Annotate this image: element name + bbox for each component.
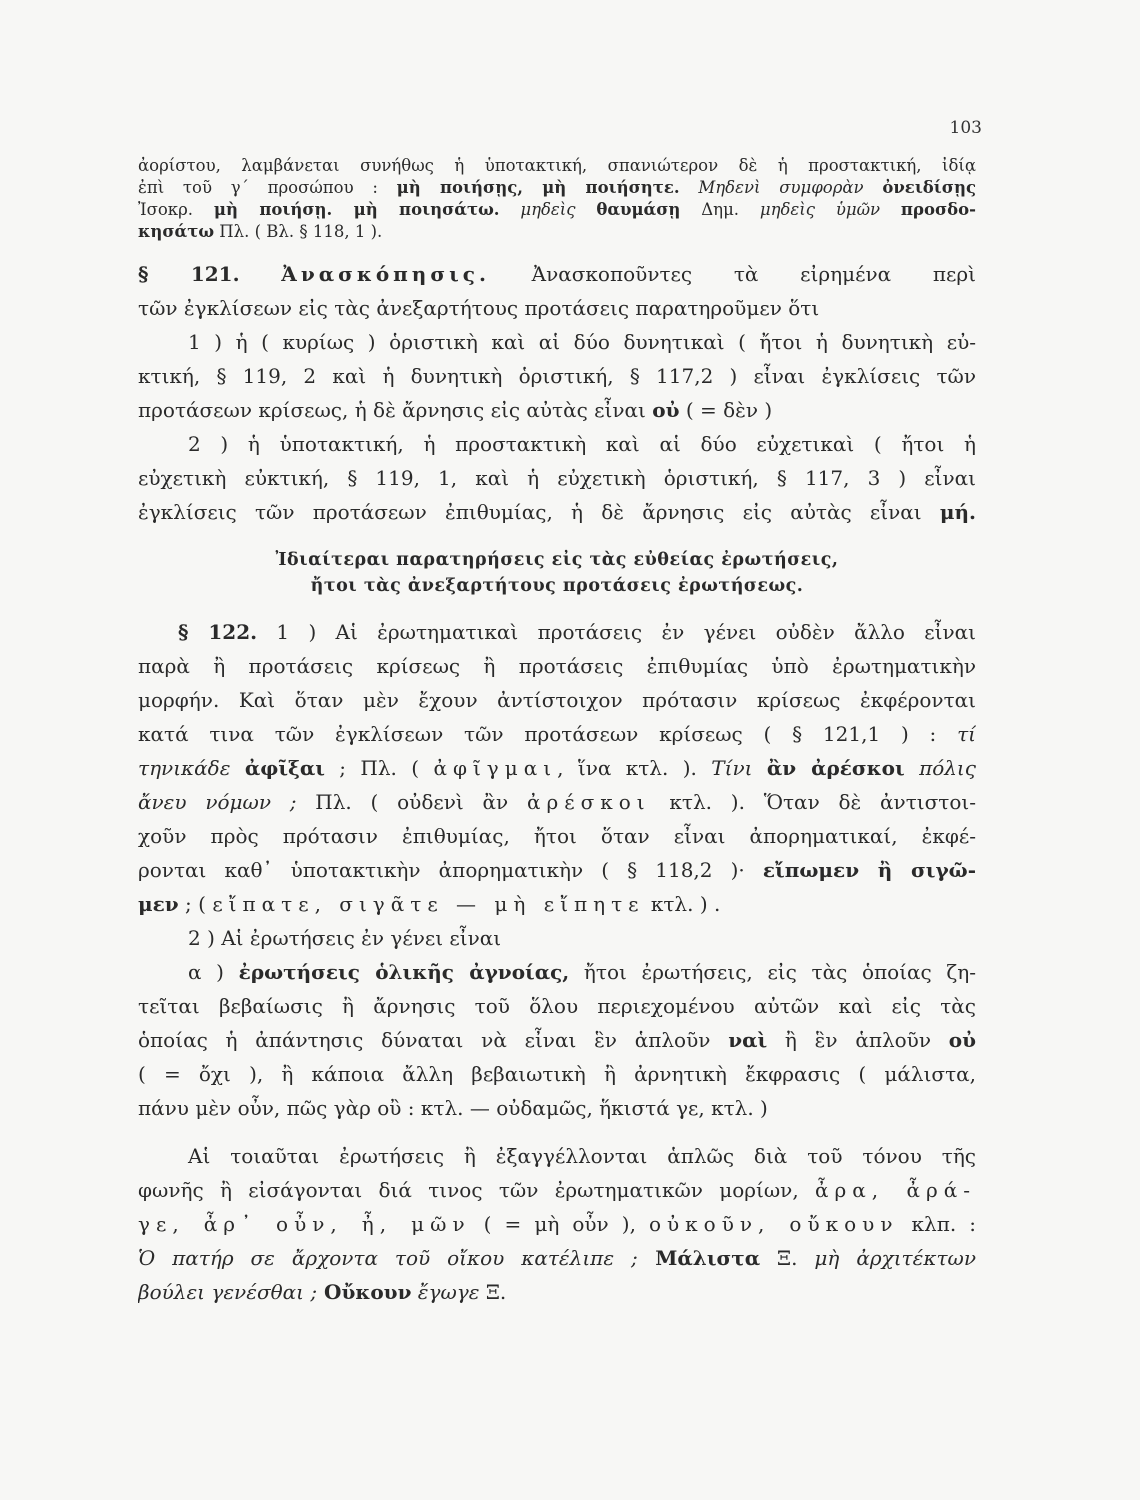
text-line: τεῖται βεβαίωσις ἢ ἄρνησις τοῦ ὅλου περιεχομένου αὐτῶν καὶ εἰς τὰς <box>138 994 976 1018</box>
text-line: τῶν ἐγκλίσεων εἰς τὰς ἀνεξαρτήτους προτάσεις παρατηροῦμεν ὅτι <box>138 296 820 320</box>
text-line: κατά τινα τῶν ἐγκλίσεων τῶν προτάσεων κρίσεως ( § 121,1 ) : τί <box>138 722 976 746</box>
text-line: 1 ) ἡ ( κυρίως ) ὁριστικὴ καὶ αἱ δύο δυνητικαὶ ( ἤτοι ἡ δυνητικὴ εὐ- <box>188 330 976 354</box>
text-line: κησάτω Πλ. ( Βλ. § 118, 1 ). <box>138 222 383 241</box>
section-number: § 121. <box>138 262 240 286</box>
text-line: 2 ) ἡ ὑποτακτική, ἡ προστακτικὴ καὶ αἱ δύο εὐχετικαὶ ( ἤτοι ἡ <box>188 432 976 456</box>
subheading-line: Ἰδιαίτεραι παρατηρήσεις εἰς τὰς εὐθείας ἐρωτήσεις, <box>275 550 839 570</box>
text-line: φωνῆς ἢ εἰσάγονται διά τινος τῶν ἐρωτηματικῶν μορίων, ἆρα, ἆρά- <box>138 1178 976 1202</box>
text-line: τηνικάδε ἀφῖξαι ; Πλ. ( ἀφῖγμαι, ἵνα κτλ. ). Τίνι ἂν ἀρέσκοι πόλις <box>138 756 976 780</box>
text-line: § 122. 1 ) Αἱ ἐρωτηματικαὶ προτάσεις ἐν γένει οὐδὲν ἄλλο εἶναι <box>138 615 976 649</box>
text-line: προτάσεων κρίσεως, ἡ δὲ ἄρνησις εἰς αὐτὰς εἶναι οὐ ( = δὲν ) <box>138 398 773 422</box>
text-line: ἄνευ νόμων ; Πλ. ( οὐδενὶ ἂν ἀρέσκοι κτλ. ). Ὅταν δὲ ἀντιστοι- <box>138 790 976 814</box>
text-line: α ) ἐρωτήσεις ὁλικῆς ἀγνοίας, ἤτοι ἐρωτήσεις, εἰς τὰς ὁποίας ζη- <box>188 960 976 984</box>
subheading-line: ἤτοι τὰς ἀνεξαρτήτους προτάσεις ἐρωτήσεως. <box>310 576 804 596</box>
page-body <box>138 155 976 1309</box>
text-line: Ἰσοκρ. μὴ ποιήσῃ. μὴ ποιησάτω. μηδεὶς θαυμάσῃ Δημ. μηδεὶς ὑμῶν προσδο- <box>138 200 976 219</box>
section-title: Ἀνασκόπησις. <box>281 262 490 286</box>
page-number: 103 <box>949 118 982 138</box>
text-line: ( = ὄχι ), ἢ κάποια ἄλλη βεβαιωτικὴ ἢ ἀρνητικὴ ἔκφρασις ( μάλιστα, <box>138 1062 976 1086</box>
text-line: ἀορίστου, λαμβάνεται συνήθως ἡ ὑποτακτική, σπανιώτερον δὲ ἡ προστακτική, ἰδίᾳ <box>138 156 976 175</box>
text-line: ρονται καθ᾽ ὑποτακτικὴν ἀπορηματικὴν ( § 118,2 )· εἴπωμεν ἢ σιγῶ- <box>138 858 976 882</box>
text-line: παρὰ ἢ προτάσεις κρίσεως ἢ προτάσεις ἐπιθυμίας ὑπὸ ἐρωτηματικὴν <box>138 654 976 678</box>
text-line: γε, ἆρ᾽ οὖν, ἦ, μῶν ( = μὴ οὖν ), οὐκοῦν, οὔκουν κλπ. : <box>138 1212 976 1236</box>
text-line: εὐχετικὴ εὐκτική, § 119, 1, καὶ ἡ εὐχετικὴ ὁριστική, § 117, 3 ) εἶναι <box>138 466 976 490</box>
text-line: μορφήν. Καὶ ὅταν μὲν ἔχουν ἀντίστοιχον πρότασιν κρίσεως ἐκφέρονται <box>138 688 976 712</box>
text-line: ἐπὶ τοῦ γ΄ προσώπου : μὴ ποιήσῃς, μὴ ποιήσητε. Μηδενὶ συμφορὰν ὀνειδίσῃς <box>138 178 976 197</box>
text-line: Ὁ πατήρ σε ἄρχοντα τοῦ οἴκου κατέλιπε ; Μάλιστα Ξ. μὴ ἀρχιτέκτων <box>138 1246 976 1270</box>
section-122 <box>138 615 976 1309</box>
subheading <box>138 547 976 599</box>
section-number: § 122. <box>178 620 258 644</box>
text-line: βούλει γενέσθαι ; Οὔκουν ἔγωγε Ξ. <box>138 1280 507 1304</box>
text-line: ὁποίας ἡ ἀπάντησις δύναται νὰ εἶναι ἓν ἁπλοῦν ναὶ ἢ ἓν ἁπλοῦν οὐ <box>138 1028 976 1052</box>
text-line: χοῦν πρὸς πρότασιν ἐπιθυμίας, ἤτοι ὅταν εἶναι ἀπορηματικαί, ἐκφέ- <box>138 824 976 848</box>
text-line: μεν ; ( εἴπατε, σιγᾶτε — μὴ εἴπητε κτλ. ) . <box>138 892 721 916</box>
text-line: πάνυ μὲν οὖν, πῶς γὰρ οὒ : κτλ. — οὐδαμῶς, ἥκιστά γε, κτλ. ) <box>138 1096 768 1120</box>
paragraph-continuation <box>138 155 976 243</box>
text-line: § 121. Ἀνασκόπησις. Ἀνασκοποῦντες τὰ εἰρημένα περὶ <box>138 262 976 286</box>
section-121 <box>138 257 976 529</box>
text-line: Αἱ τοιαῦται ἐρωτήσεις ἢ ἐξαγγέλλονται ἁπλῶς διὰ τοῦ τόνου τῆς <box>188 1144 976 1168</box>
text-line: κτική, § 119, 2 καὶ ἡ δυνητικὴ ὁριστική, § 117,2 ) εἶναι ἐγκλίσεις τῶν <box>138 364 976 388</box>
text-line: 2 ) Αἱ ἐρωτήσεις ἐν γένει εἶναι <box>188 926 502 950</box>
text-line: ἐγκλίσεις τῶν προτάσεων ἐπιθυμίας, ἡ δὲ ἄρνησις εἰς αὐτὰς εἶναι μή. <box>138 500 976 524</box>
